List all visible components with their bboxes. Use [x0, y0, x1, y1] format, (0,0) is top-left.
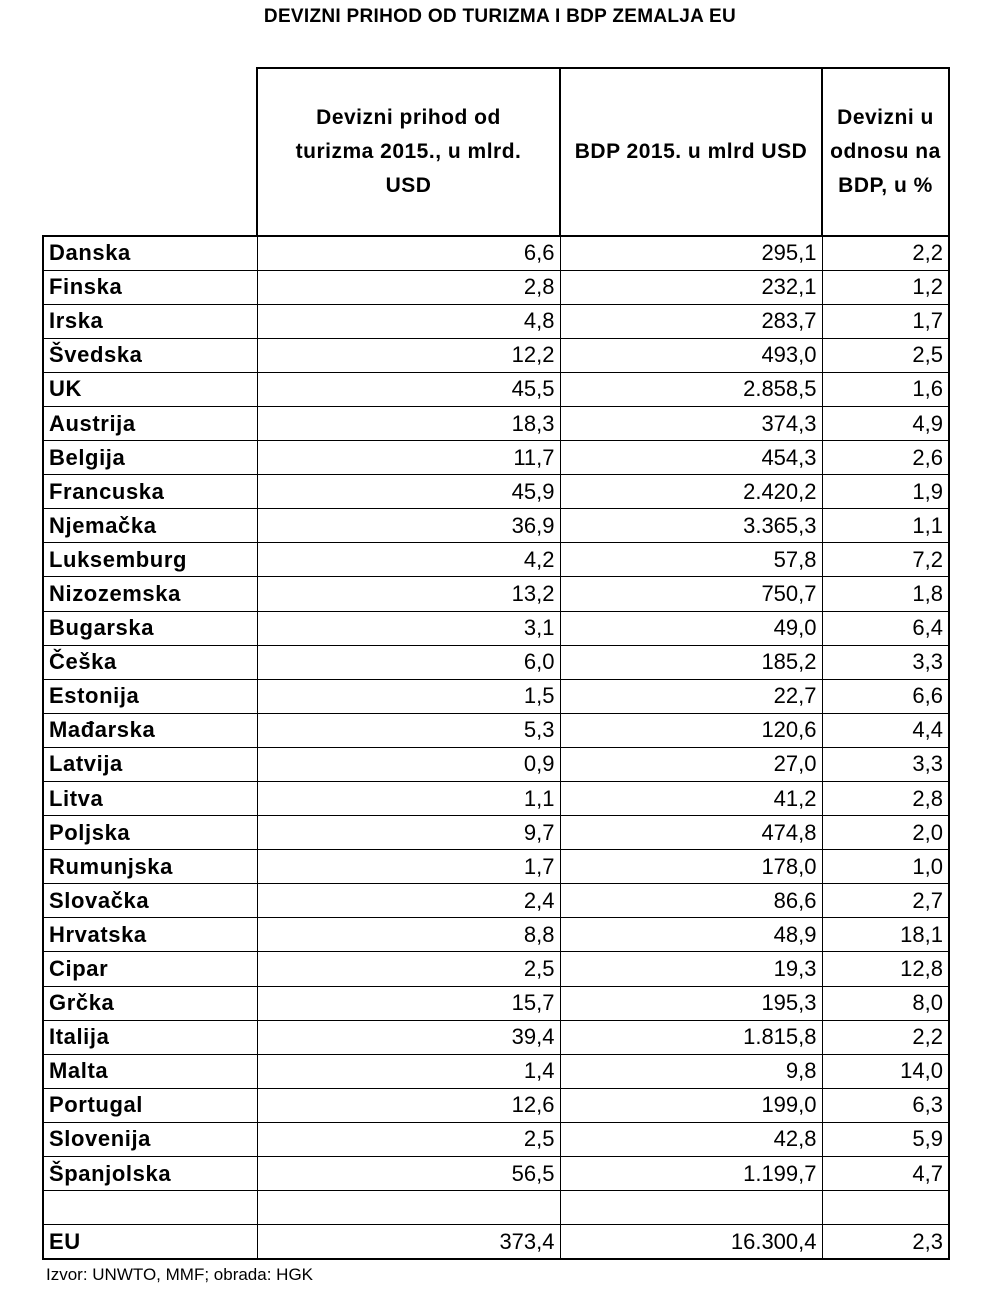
share-of-gdp-cell: 3,3	[822, 645, 949, 679]
share-of-gdp-cell: 2,3	[822, 1225, 949, 1259]
tourism-income-cell: 56,5	[257, 1157, 560, 1191]
gdp-cell: 2.420,2	[560, 475, 822, 509]
share-of-gdp-cell: 4,7	[822, 1157, 949, 1191]
tourism-income-cell: 39,4	[257, 1020, 560, 1054]
share-of-gdp-cell: 2,8	[822, 782, 949, 816]
table-row	[43, 270, 949, 304]
table-row	[43, 986, 949, 1020]
tourism-income-cell: 15,7	[257, 986, 560, 1020]
table-row	[43, 475, 949, 509]
country-cell: Austrija	[43, 406, 257, 440]
table-row	[43, 406, 949, 440]
share-of-gdp-cell: 4,9	[822, 406, 949, 440]
share-of-gdp-cell: 3,3	[822, 747, 949, 781]
share-of-gdp-cell: 1,8	[822, 577, 949, 611]
country-cell: Mađarska	[43, 713, 257, 747]
table-row	[43, 611, 949, 645]
page-title: DEVIZNI PRIHOD OD TURIZMA I BDP ZEMALJA EU	[263, 6, 737, 27]
table-row	[43, 304, 949, 338]
share-of-gdp-cell: 12,8	[822, 952, 949, 986]
share-of-gdp-cell: 6,6	[822, 679, 949, 713]
share-of-gdp-cell: 1,9	[822, 475, 949, 509]
country-cell: Latvija	[43, 747, 257, 781]
country-cell: Hrvatska	[43, 918, 257, 952]
gdp-cell: 22,7	[560, 679, 822, 713]
share-of-gdp-cell: 7,2	[822, 543, 949, 577]
country-cell	[43, 1191, 257, 1225]
tourism-income-cell: 18,3	[257, 406, 560, 440]
header-row	[43, 68, 949, 236]
gdp-cell: 42,8	[560, 1122, 822, 1156]
gdp-cell: 48,9	[560, 918, 822, 952]
gdp-cell: 295,1	[560, 236, 822, 270]
tourism-income-cell: 1,1	[257, 782, 560, 816]
tourism-income-cell: 4,2	[257, 543, 560, 577]
table-row	[43, 918, 949, 952]
table-row	[43, 884, 949, 918]
share-of-gdp-cell: 1,0	[822, 850, 949, 884]
tourism-income-cell: 2,4	[257, 884, 560, 918]
gdp-cell: 19,3	[560, 952, 822, 986]
gdp-cell: 493,0	[560, 338, 822, 372]
table-row-blank	[43, 1191, 949, 1225]
share-of-gdp-cell: 8,0	[822, 986, 949, 1020]
gdp-cell: 57,8	[560, 543, 822, 577]
table-row	[43, 952, 949, 986]
table-row	[43, 1088, 949, 1122]
share-of-gdp-cell: 2,7	[822, 884, 949, 918]
table-row	[43, 782, 949, 816]
tourism-income-cell: 2,8	[257, 270, 560, 304]
country-cell: Češka	[43, 645, 257, 679]
gdp-cell: 178,0	[560, 850, 822, 884]
share-of-gdp-cell: 5,9	[822, 1122, 949, 1156]
gdp-cell: 199,0	[560, 1088, 822, 1122]
country-cell: Nizozemska	[43, 577, 257, 611]
share-of-gdp-cell: 18,1	[822, 918, 949, 952]
country-cell: UK	[43, 372, 257, 406]
tourism-income-cell: 11,7	[257, 441, 560, 475]
country-cell: Francuska	[43, 475, 257, 509]
country-cell: Španjolska	[43, 1157, 257, 1191]
table-row	[43, 645, 949, 679]
tourism-income-cell: 12,2	[257, 338, 560, 372]
gdp-cell: 16.300,4	[560, 1225, 822, 1259]
country-cell: Bugarska	[43, 611, 257, 645]
gdp-cell: 1.815,8	[560, 1020, 822, 1054]
table-row	[43, 816, 949, 850]
tourism-income-cell: 1,5	[257, 679, 560, 713]
gdp-cell: 3.365,3	[560, 509, 822, 543]
gdp-cell: 9,8	[560, 1054, 822, 1088]
country-cell: Litva	[43, 782, 257, 816]
country-cell: Portugal	[43, 1088, 257, 1122]
gdp-cell: 750,7	[560, 577, 822, 611]
share-of-gdp-cell	[822, 1191, 949, 1225]
tourism-income-cell	[257, 1191, 560, 1225]
table-row	[43, 713, 949, 747]
table-row	[43, 679, 949, 713]
header-tourism-income: Devizni prihod od turizma 2015., u mlrd. USD	[257, 68, 560, 236]
share-of-gdp-cell: 2,0	[822, 816, 949, 850]
gdp-cell: 2.858,5	[560, 372, 822, 406]
tourism-income-cell: 12,6	[257, 1088, 560, 1122]
country-cell: Švedska	[43, 338, 257, 372]
gdp-cell: 283,7	[560, 304, 822, 338]
gdp-cell: 232,1	[560, 270, 822, 304]
tourism-income-cell: 8,8	[257, 918, 560, 952]
tourism-income-cell: 6,0	[257, 645, 560, 679]
gdp-cell: 49,0	[560, 611, 822, 645]
data-table	[42, 67, 950, 1260]
gdp-cell: 27,0	[560, 747, 822, 781]
share-of-gdp-cell: 4,4	[822, 713, 949, 747]
country-cell: EU	[43, 1225, 257, 1259]
tourism-income-cell: 2,5	[257, 1122, 560, 1156]
gdp-cell: 474,8	[560, 816, 822, 850]
country-cell: Rumunjska	[43, 850, 257, 884]
source-note: Izvor: UNWTO, MMF; obrada: HGK	[46, 1265, 314, 1284]
tourism-income-cell: 373,4	[257, 1225, 560, 1259]
tourism-income-cell: 4,8	[257, 304, 560, 338]
country-cell: Estonija	[43, 679, 257, 713]
country-cell: Finska	[43, 270, 257, 304]
country-cell: Danska	[43, 236, 257, 270]
table-row	[43, 543, 949, 577]
country-cell: Irska	[43, 304, 257, 338]
share-of-gdp-cell: 6,4	[822, 611, 949, 645]
table-row	[43, 1122, 949, 1156]
tourism-income-cell: 2,5	[257, 952, 560, 986]
tourism-income-cell: 36,9	[257, 509, 560, 543]
header-gdp: BDP 2015. u mlrd USD	[560, 68, 822, 236]
table-row	[43, 441, 949, 475]
country-cell: Malta	[43, 1054, 257, 1088]
country-cell: Luksemburg	[43, 543, 257, 577]
tourism-income-cell: 6,6	[257, 236, 560, 270]
table-row-total	[43, 1225, 949, 1259]
country-cell: Poljska	[43, 816, 257, 850]
tourism-income-cell: 0,9	[257, 747, 560, 781]
share-of-gdp-cell: 2,2	[822, 236, 949, 270]
country-cell: Slovenija	[43, 1122, 257, 1156]
table-row	[43, 509, 949, 543]
tourism-income-cell: 5,3	[257, 713, 560, 747]
table-row	[43, 1157, 949, 1191]
share-of-gdp-cell: 2,2	[822, 1020, 949, 1054]
tourism-income-cell: 13,2	[257, 577, 560, 611]
gdp-cell: 120,6	[560, 713, 822, 747]
country-cell: Cipar	[43, 952, 257, 986]
gdp-cell: 41,2	[560, 782, 822, 816]
gdp-cell: 185,2	[560, 645, 822, 679]
gdp-cell: 374,3	[560, 406, 822, 440]
header-share-of-gdp: Devizni u odnosu na BDP, u %	[822, 68, 949, 236]
country-cell: Grčka	[43, 986, 257, 1020]
gdp-cell	[560, 1191, 822, 1225]
share-of-gdp-cell: 1,7	[822, 304, 949, 338]
gdp-cell: 86,6	[560, 884, 822, 918]
country-cell: Njemačka	[43, 509, 257, 543]
gdp-cell: 454,3	[560, 441, 822, 475]
table-row	[43, 236, 949, 270]
share-of-gdp-cell: 1,1	[822, 509, 949, 543]
tourism-income-cell: 45,5	[257, 372, 560, 406]
share-of-gdp-cell: 2,6	[822, 441, 949, 475]
share-of-gdp-cell: 2,5	[822, 338, 949, 372]
table-row	[43, 1054, 949, 1088]
country-cell: Slovačka	[43, 884, 257, 918]
table-row	[43, 372, 949, 406]
tourism-income-cell: 1,7	[257, 850, 560, 884]
tourism-income-cell: 9,7	[257, 816, 560, 850]
share-of-gdp-cell: 1,2	[822, 270, 949, 304]
header-blank-cell	[43, 68, 257, 236]
table-row	[43, 338, 949, 372]
share-of-gdp-cell: 1,6	[822, 372, 949, 406]
share-of-gdp-cell: 14,0	[822, 1054, 949, 1088]
country-cell: Italija	[43, 1020, 257, 1054]
country-cell: Belgija	[43, 441, 257, 475]
table-row	[43, 577, 949, 611]
table-row	[43, 1020, 949, 1054]
tourism-income-cell: 45,9	[257, 475, 560, 509]
tourism-income-cell: 3,1	[257, 611, 560, 645]
table-row	[43, 747, 949, 781]
table-row	[43, 850, 949, 884]
table-body	[43, 236, 949, 1259]
gdp-cell: 195,3	[560, 986, 822, 1020]
tourism-income-cell: 1,4	[257, 1054, 560, 1088]
gdp-cell: 1.199,7	[560, 1157, 822, 1191]
share-of-gdp-cell: 6,3	[822, 1088, 949, 1122]
